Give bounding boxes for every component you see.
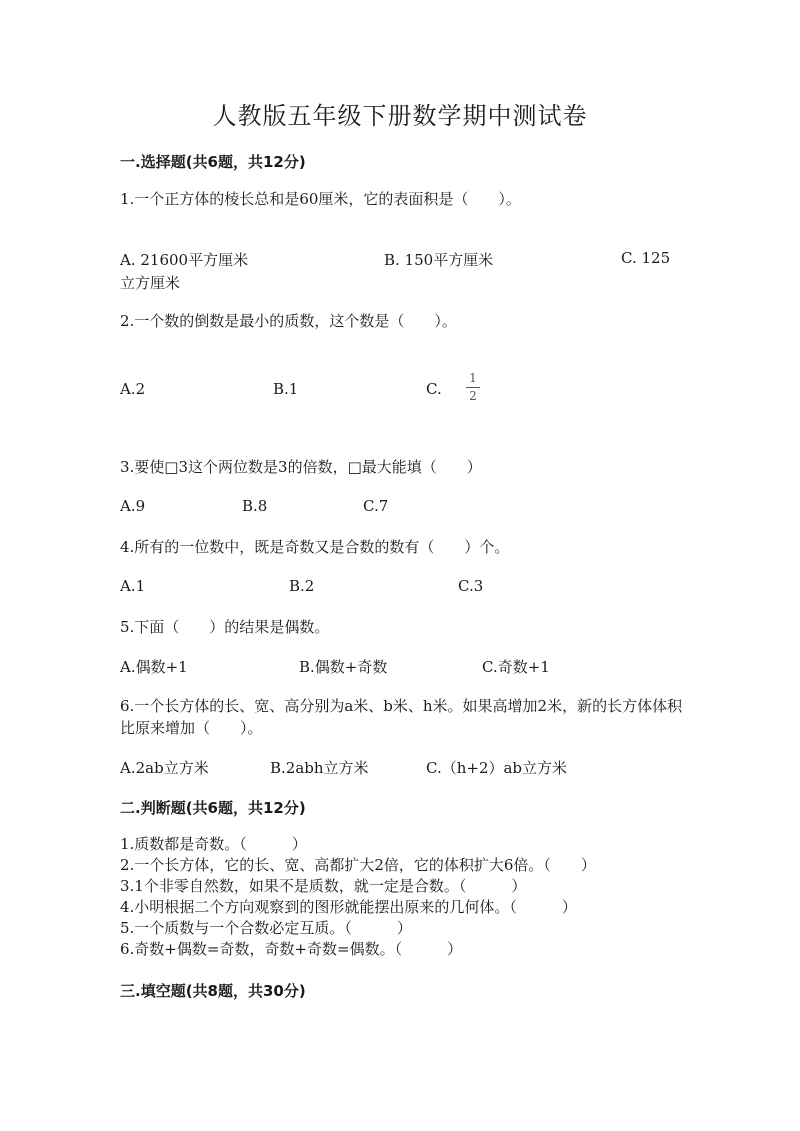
judgement-item: 3.1个非零自然数，如果不是质数，就一定是合数。（ ） xyxy=(120,877,527,895)
q2-option-a: A.2 xyxy=(120,380,146,398)
q2-option-b: B.1 xyxy=(273,380,299,398)
judgement-item: 1.质数都是奇数。（ ） xyxy=(120,835,307,853)
q3-option-c: C.7 xyxy=(363,497,389,515)
q6-option-c: C.（h+2）ab立方米 xyxy=(426,759,568,777)
question-5: 5.下面（ ）的结果是偶数。 xyxy=(120,618,330,636)
q6-option-b: B.2abh立方米 xyxy=(270,759,369,777)
section-heading-fill-blank: 三.填空题(共8题，共30分) xyxy=(120,982,306,1000)
q1-option-c-continued: 立方厘米 xyxy=(120,274,181,292)
fraction-denominator: 2 xyxy=(469,389,477,403)
question-6: 6.一个长方体的长、宽、高分别为a米、b米、h米。如果高增加2米，新的长方体体积比原来增加（ ）。 xyxy=(120,697,683,737)
q1-option-a: A. 21600平方厘米 xyxy=(120,251,249,269)
q4-option-a: A.1 xyxy=(120,577,146,595)
q5-option-b: B.偶数+奇数 xyxy=(299,658,388,676)
judgement-item: 4.小明根据二个方向观察到的图形就能摆出原来的几何体。（ ） xyxy=(120,898,577,916)
q5-option-c: C.奇数+1 xyxy=(482,658,550,676)
q1-option-b: B. 150平方厘米 xyxy=(384,251,494,269)
question-2: 2.一个数的倒数是最小的质数，这个数是（ ）。 xyxy=(120,312,457,330)
fraction-numerator: 1 xyxy=(469,371,477,385)
fraction-bar xyxy=(466,387,480,388)
q4-option-b: B.2 xyxy=(289,577,315,595)
q6-option-a: A.2ab立方米 xyxy=(120,759,209,777)
q2-option-c-fraction xyxy=(466,372,480,403)
q3-option-b: B.8 xyxy=(242,497,268,515)
section-heading-judgement: 二.判断题(共6题，共12分) xyxy=(120,799,306,817)
q1-option-c: C. 125 xyxy=(621,249,671,267)
q2-option-c: C. xyxy=(426,380,442,398)
q3-option-a: A.9 xyxy=(120,497,146,515)
judgement-item: 2.一个长方体，它的长、宽、高都扩大2倍，它的体积扩大6倍。（ ） xyxy=(120,856,596,874)
judgement-item: 5.一个质数与一个合数必定互质。（ ） xyxy=(120,919,412,937)
page-title: 人教版五年级下册数学期中测试卷 xyxy=(212,102,588,130)
section-heading-choice: 一.选择题(共6题，共12分) xyxy=(120,153,306,171)
question-4: 4.所有的一位数中，既是奇数又是合数的数有（ ）个。 xyxy=(120,538,510,556)
question-1: 1.一个正方体的棱长总和是60厘米，它的表面积是（ ）。 xyxy=(120,190,521,208)
q5-option-a: A.偶数+1 xyxy=(120,658,188,676)
judgement-item: 6.奇数+偶数=奇数，奇数+奇数=偶数。（ ） xyxy=(120,940,463,958)
question-3: 3.要使□3这个两位数是3的倍数，□最大能填（ ） xyxy=(120,458,482,476)
q4-option-c: C.3 xyxy=(458,577,484,595)
